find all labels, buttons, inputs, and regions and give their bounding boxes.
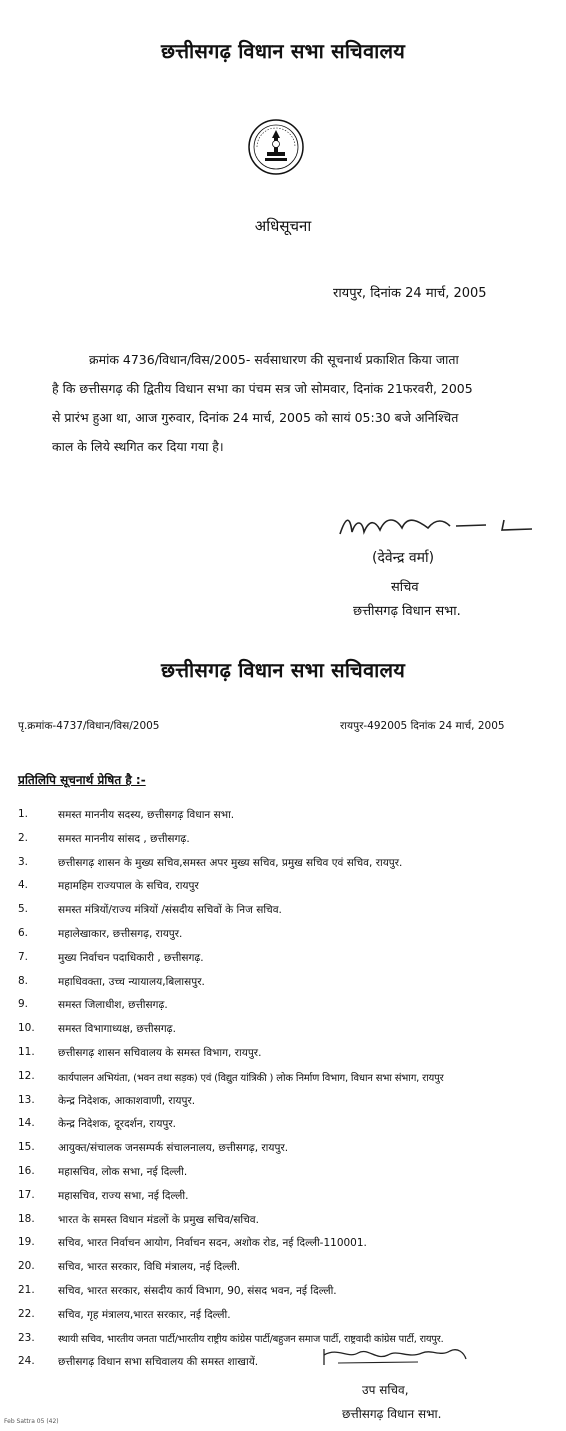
list-item (18, 856, 558, 880)
list-item (18, 927, 558, 951)
list-item (18, 808, 558, 832)
reference-date: रायपुर-492005 दिनांक 24 मार्च, 2005 (340, 720, 505, 732)
list-item-number: 2. (18, 831, 29, 844)
list-item (18, 1094, 558, 1118)
signatory-name: (देवेन्द्र वर्मा) (372, 550, 435, 566)
notice-body (52, 345, 522, 461)
list-item (18, 1308, 558, 1332)
list-item-text: महालेखाकार, छत्तीसगढ़, रायपुर. (58, 927, 183, 940)
list-item-number: 17. (18, 1188, 35, 1201)
list-item-text: महासचिव, राज्य सभा, नई दिल्ली. (58, 1189, 189, 1202)
list-item-text: छत्तीसगढ़ शासन के मुख्य सचिव,समस्त अपर मुख्य सचिव, प्रमुख सचिव एवं सचिव, रायपुर. (58, 856, 403, 869)
list-item (18, 975, 558, 999)
list-item-number: 9. (18, 998, 29, 1011)
list-item (18, 998, 558, 1022)
list-item-text: समस्त मंत्रियों/राज्य मंत्रियों /संसदीय सचिवों के निज सचिव. (58, 904, 282, 917)
list-item-text: छत्तीसगढ़ विधान सभा सचिवालय की समस्त शाखायें. (58, 1356, 259, 1369)
reference-number: पृ.क्रमांक-4737/विधान/विस/2005 (18, 720, 160, 732)
body-line: क्रमांक 4736/विधान/विस/2005- सर्वसाधारण की सूचनार्थ प्रकाशित किया जाता (89, 352, 459, 367)
signature (336, 508, 536, 544)
list-item-text: कार्यपालन अभियंता, (भवन तथा सड़क) एवं (विद्युत यांत्रिकी ) लोक निर्माण विभाग, विधान सभा संभाग, रायपुर (58, 1072, 444, 1084)
list-item-text: समस्त माननीय सदस्य, छत्तीसगढ़ विधान सभा. (58, 809, 235, 821)
body-line: से प्रारंभ हुआ था, आज गुरुवार, दिनांक 24 मार्च, 2005 को सायं 05:30 बजे अनिश्चित (52, 410, 459, 425)
list-item-number: 19. (18, 1236, 35, 1249)
list-item (18, 879, 558, 903)
list-item (18, 1046, 558, 1070)
list-item-number: 13. (18, 1093, 35, 1106)
list-item-number: 7. (18, 950, 29, 963)
list-item (18, 1189, 558, 1213)
notice-heading: अधिसूचना (254, 217, 312, 235)
list-item-text: समस्त जिलाधीश, छत्तीसगढ़. (58, 999, 168, 1012)
list-item-number: 14. (18, 1117, 35, 1130)
deputy-designation: उप सचिव, (362, 1383, 409, 1397)
list-item-text: समस्त माननीय सांसद , छत्तीसगढ़. (58, 832, 190, 845)
list-item (18, 1236, 558, 1260)
deputy-signature (318, 1343, 470, 1373)
list-item-number: 24. (18, 1355, 35, 1368)
list-item (18, 1070, 558, 1094)
list-item-text: छत्तीसगढ़ शासन सचिवालय के समस्त विभाग, रायपुर. (58, 1046, 262, 1059)
list-item-text: आयुक्त/संचालक जनसम्पर्क संचालनालय, छत्तीसगढ़, रायपुर. (58, 1142, 289, 1155)
list-item-number: 3. (18, 855, 29, 868)
list-item-number: 18. (18, 1212, 35, 1225)
list-item-number: 20. (18, 1260, 35, 1273)
list-item-number: 15. (18, 1141, 35, 1154)
place-date: रायपुर, दिनांक 24 मार्च, 2005 (333, 286, 487, 301)
list-item-number: 21. (18, 1283, 35, 1296)
list-item (18, 1260, 558, 1284)
list-item (18, 951, 558, 975)
list-item-text: केन्द्र निदेशक, दूरदर्शन, रायपुर. (58, 1118, 177, 1131)
list-item (18, 1165, 558, 1189)
list-item (18, 1022, 558, 1046)
list-item-text: सचिव, भारत सरकार, संसदीय कार्य विभाग, 90, संसद भवन, नई दिल्ली. (58, 1284, 337, 1297)
list-item (18, 903, 558, 927)
list-item (18, 1284, 558, 1308)
list-item (18, 1332, 558, 1356)
list-item (18, 832, 558, 856)
list-item-number: 5. (18, 903, 29, 916)
list-item-number: 6. (18, 926, 29, 939)
list-item-text: महामहिम राज्यपाल के सचिव, रायपुर (58, 880, 199, 893)
list-item-text: सचिव, भारत सरकार, विधि मंत्रालय, नई दिल्ली. (58, 1261, 241, 1274)
list-item-text: सचिव, गृह मंत्रालय,भारत सरकार, नई दिल्ली. (58, 1308, 231, 1321)
list-item-text: समस्त विभागाध्यक्ष, छत्तीसगढ़. (58, 1023, 176, 1036)
list-item-number: 11. (18, 1045, 35, 1058)
list-item-number: 16. (18, 1164, 35, 1177)
list-item-text: महाधिवक्ता, उच्च न्यायालय,बिलासपुर. (58, 975, 205, 988)
page-title: छत्तीसगढ़ विधान सभा सचिवालय (160, 39, 406, 63)
list-item-number: 23. (18, 1331, 35, 1344)
list-item (18, 1117, 558, 1141)
body-line: है कि छत्तीसगढ़ की द्वितीय विधान सभा का पंचम सत्र जो सोमवार, दिनांक 21फरवरी, 2005 (52, 381, 473, 396)
list-item-text: भारत के समस्त विधान मंडलों के प्रमुख सचिव/सचिव. (58, 1213, 259, 1226)
list-item-text: मुख्य निर्वाचन पदाधिकारी , छत्तीसगढ़. (58, 951, 204, 964)
list-item-text: महासचिव, लोक सभा, नई दिल्ली. (58, 1165, 188, 1178)
list-item (18, 1213, 558, 1237)
list-item-number: 1. (18, 808, 29, 820)
signatory-designation: सचिव (391, 580, 419, 595)
signatory-org: छत्तीसगढ़ विधान सभा. (353, 604, 461, 619)
list-item-number: 22. (18, 1307, 35, 1320)
copy-heading: प्रतिलिपि सूचनार्थ प्रेषित है :- (18, 773, 146, 787)
footer-code: Feb Sattra 05 (42) (4, 1418, 59, 1425)
recipient-list (18, 808, 558, 1379)
list-item-number: 10. (18, 1022, 35, 1035)
list-item-text: सचिव, भारत निर्वाचन आयोग, निर्वाचन सदन, अशोक रोड, नई दिल्ली-110001. (58, 1237, 367, 1250)
list-item-text: केन्द्र निदेशक, आकाशवाणी, रायपुर. (58, 1094, 196, 1107)
deputy-org: छत्तीसगढ़ विधान सभा. (342, 1407, 442, 1421)
list-item-number: 8. (18, 974, 29, 987)
assembly-seal-icon (247, 118, 305, 176)
list-item (18, 1355, 558, 1379)
list-item (18, 1141, 558, 1165)
list-item-number: 12. (18, 1069, 35, 1082)
body-line: काल के लिये स्थगित कर दिया गया है। (52, 439, 224, 454)
list-item-text: स्थायी सचिव, भारतीय जनता पार्टी/भारतीय राष्ट्रीय कांग्रेस पार्टी/बहुजन समाज पार्टी, राष्ट्रवादी कांग्रेस पार्टी, रायपुर. (58, 1333, 444, 1345)
list-item-number: 4. (18, 879, 29, 892)
section-title: छत्तीसगढ़ विधान सभा सचिवालय (160, 658, 406, 682)
